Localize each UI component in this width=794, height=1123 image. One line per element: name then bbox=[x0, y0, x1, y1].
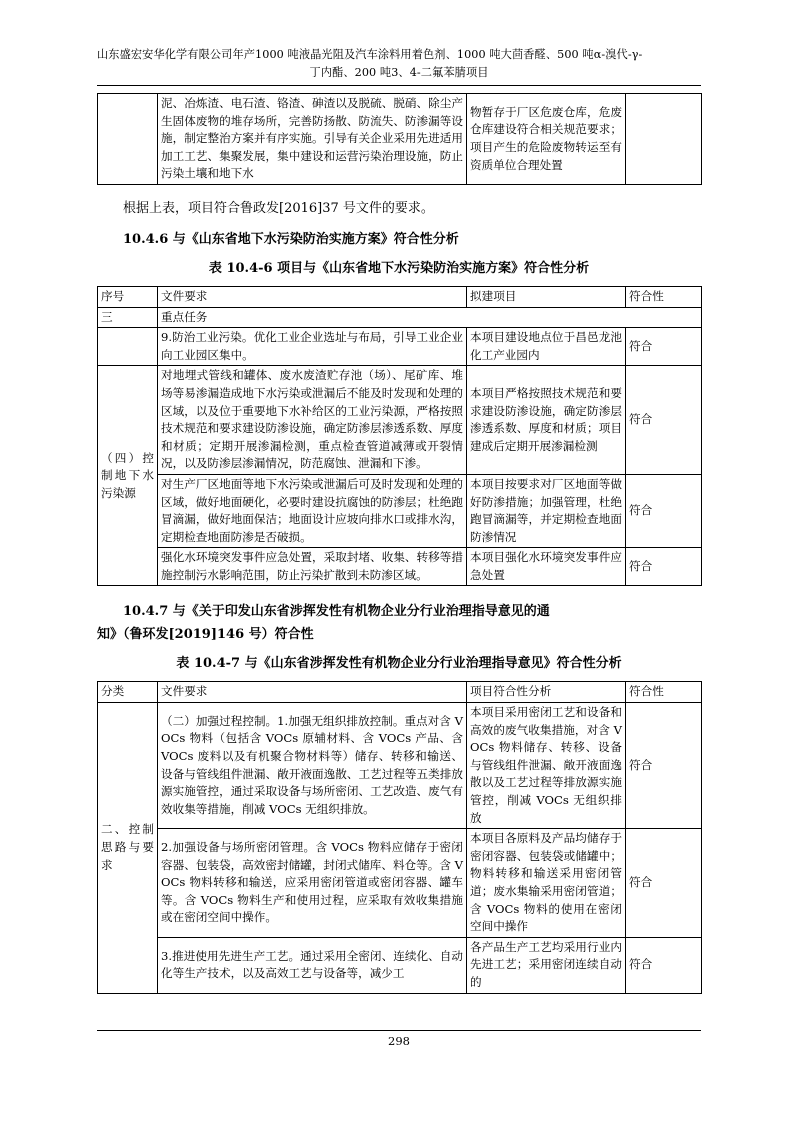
cell-requirement: 对生产厂区地面等地下水污染或泄漏后可及时发现和处理的区域，做好地面硬化，必要时建设抗腐蚀的防渗层；杜绝跑冒滴漏，做好地面保洁；地面设计应坡向排水口或排水沟，定期检查地面防渗是否破损。 bbox=[158, 474, 467, 547]
section-heading-10-4-7-line-1: 10.4.7 与《关于印发山东省涉挥发性有机物企业分行业治理指导意见的通 bbox=[123, 604, 550, 620]
cell-project: 各产品生产工艺均采用行业内先进工艺；采用密闭连续自动的 bbox=[467, 937, 626, 993]
cell-conformity: 符合 bbox=[626, 829, 702, 938]
cell-conformity: 符合 bbox=[626, 474, 702, 547]
table-row bbox=[98, 366, 702, 475]
section-heading-10-4-6: 10.4.6 与《山东省地下水污染防治实施方案》符合性分析 bbox=[123, 231, 459, 247]
paragraph-conclusion: 根据上表，项目符合鲁政发[2016]37 号文件的要求。 bbox=[123, 200, 434, 216]
cell-project: 物暂存于厂区危废仓库，危废仓库建设符合相关规范要求；项目产生的危险废物转运至有资质单位合理处置 bbox=[467, 94, 626, 185]
table-row bbox=[98, 937, 702, 993]
cell-requirement: 2.加强设备与场所密闭管理。含 VOCs 物料应储存于密闭容器、包装袋，高效密封储罐，封闭式储库、料仓等。含 VOCs 物料转移和输送，应采用密闭管道或密闭容器、罐车等。含 VOCs 物料生产和使用过程，应采取有效收集措施或在密闭空间中操作。 bbox=[158, 829, 467, 938]
cell-section-index: 三 bbox=[98, 307, 158, 328]
running-header bbox=[97, 46, 701, 82]
table-section-row bbox=[98, 307, 702, 328]
cell-requirement: 对地埋式管线和罐体、废水废渣贮存池（场）、尾矿库、堆场等易渗漏造成地下水污染或泄漏后不能及时发现和处理的区域，以及位于重要地下水补给区的工业污染源，严格按照技术规范和要求建设防渗设施，确定防渗层渗透系数、厚度和材质；定期开展渗漏检测，重点检查管道减薄或开裂情况，以及防渗层渗漏情况，防范腐蚀、泄漏和下渗。 bbox=[158, 366, 467, 475]
cell-section-label: 重点任务 bbox=[158, 307, 702, 328]
table-10-4-7 bbox=[97, 681, 702, 993]
header-cell-conformity: 符合性 bbox=[626, 286, 702, 307]
cell-category-group: 二、控制思路与要求 bbox=[98, 703, 158, 994]
cell-conformity: 符合 bbox=[626, 937, 702, 993]
header-cell-requirement: 文件要求 bbox=[158, 682, 467, 703]
cell-conformity: 符合 bbox=[626, 366, 702, 475]
page-footer bbox=[97, 1030, 701, 1048]
cell-requirement: （二）加强过程控制。1.加强无组织排放控制。重点对含 VOCs 物料（包括含 VOCs 原辅材料、含 VOCs 产品、含 VOCs 废料以及有机聚合物材料等）储存、转移和输送、设备与管线组件泄漏、敞开液面逸散、工艺过程等五类排放源实施管控，通过采取设备与场所密闭、工艺改造、废气有效收集等措施，削减 VOCs 无组织排放。 bbox=[158, 703, 467, 829]
header-cell-category: 分类 bbox=[98, 682, 158, 703]
table-header-row bbox=[98, 682, 702, 703]
cell-conformity: 符合 bbox=[626, 328, 702, 366]
header-cell-conformity: 符合性 bbox=[626, 682, 702, 703]
cell-category bbox=[98, 94, 158, 185]
cell-project: 本项目强化水环境突发事件应急处置 bbox=[467, 548, 626, 586]
cell-conformity bbox=[626, 94, 702, 185]
page-number: 298 bbox=[388, 1034, 410, 1048]
header-divider bbox=[97, 85, 701, 86]
table-caption-10-4-6: 表 10.4-6 项目与《山东省地下水污染防治实施方案》符合性分析 bbox=[208, 260, 590, 276]
cell-project: 本项目严格按照技术规范和要求建设防渗设施，确定防渗层渗透系数、厚度和材质；项目建成后定期开展渗漏检测 bbox=[467, 366, 626, 475]
cell-project: 本项目按要求对厂区地面等做好防渗措施；加强管理，杜绝跑冒滴漏等，并定期检查地面防渗情况 bbox=[467, 474, 626, 547]
table-header-row bbox=[98, 286, 702, 307]
cell-project: 本项目各原料及产品均储存于密闭容器、包装袋或储罐中；物料转移和输送采用密闭管道；废水集输采用密闭管道；含 VOCs 物料的使用在密闭空间中操作 bbox=[467, 829, 626, 938]
section-heading-10-4-7-line-2: 知》（鲁环发[2019]146 号）符合性 bbox=[97, 627, 314, 643]
page-content bbox=[97, 46, 701, 994]
running-header-line-1: 山东盛宏安华化学有限公司年产1000 吨液晶光阻及汽车涂料用着色剂、1000 吨大茴香醛、500 吨α-溴代-γ- bbox=[97, 48, 643, 61]
running-header-line-2: 丁内酯、200 吨3、4-二氟苯腈项目 bbox=[309, 66, 489, 79]
table-row bbox=[98, 474, 702, 547]
table-row bbox=[98, 703, 702, 829]
cell-project: 本项目采用密闭工艺和设备和高效的废气收集措施，对含 VOCs 物料储存、转移、设备与管线组件泄漏、敞开液面逸散以及工艺过程等排放源实施管控，削减 VOCs 无组织排放 bbox=[467, 703, 626, 829]
header-cell-no: 序号 bbox=[98, 286, 158, 307]
table-caption-10-4-7: 表 10.4-7 与《山东省涉挥发性有机物企业分行业治理指导意见》符合性分析 bbox=[176, 656, 622, 672]
header-cell-project: 拟建项目 bbox=[467, 286, 626, 307]
cell-conformity: 符合 bbox=[626, 548, 702, 586]
cell-requirement: 泥、冶炼渣、电石渣、铬渣、砷渣以及脱硫、脱硝、除尘产生固体废物的堆存场所，完善防扬散、防流失、防渗漏等设施，制定整治方案并有序实施。引导有关企业采用先进适用加工工艺、集聚发展，集中建设和运营污染治理设施，防止污染土壤和地下水 bbox=[158, 94, 467, 185]
header-cell-project: 项目符合性分析 bbox=[467, 682, 626, 703]
table-continued-from-previous-page bbox=[97, 93, 702, 185]
table-row bbox=[98, 94, 702, 185]
cell-category bbox=[98, 328, 158, 366]
table-10-4-6 bbox=[97, 286, 702, 587]
header-cell-requirement: 文件要求 bbox=[158, 286, 467, 307]
cell-requirement: 强化水环境突发事件应急处置，采取封堵、收集、转移等措施控制污水影响范围，防止污染扩散到未防渗区域。 bbox=[158, 548, 467, 586]
cell-project: 本项目建设地点位于昌邑龙池化工产业园内 bbox=[467, 328, 626, 366]
table-row bbox=[98, 829, 702, 938]
cell-conformity: 符合 bbox=[626, 703, 702, 829]
table-row bbox=[98, 328, 702, 366]
table-row bbox=[98, 548, 702, 586]
cell-category-group: （四）控制地下水污染源 bbox=[98, 366, 158, 586]
cell-requirement: 9.防治工业污染。优化工业企业选址与布局，引导工业企业向工业园区集中。 bbox=[158, 328, 467, 366]
cell-requirement: 3.推进使用先进生产工艺。通过采用全密闭、连续化、自动化等生产技术，以及高效工艺与设备等，减少工 bbox=[158, 937, 467, 993]
